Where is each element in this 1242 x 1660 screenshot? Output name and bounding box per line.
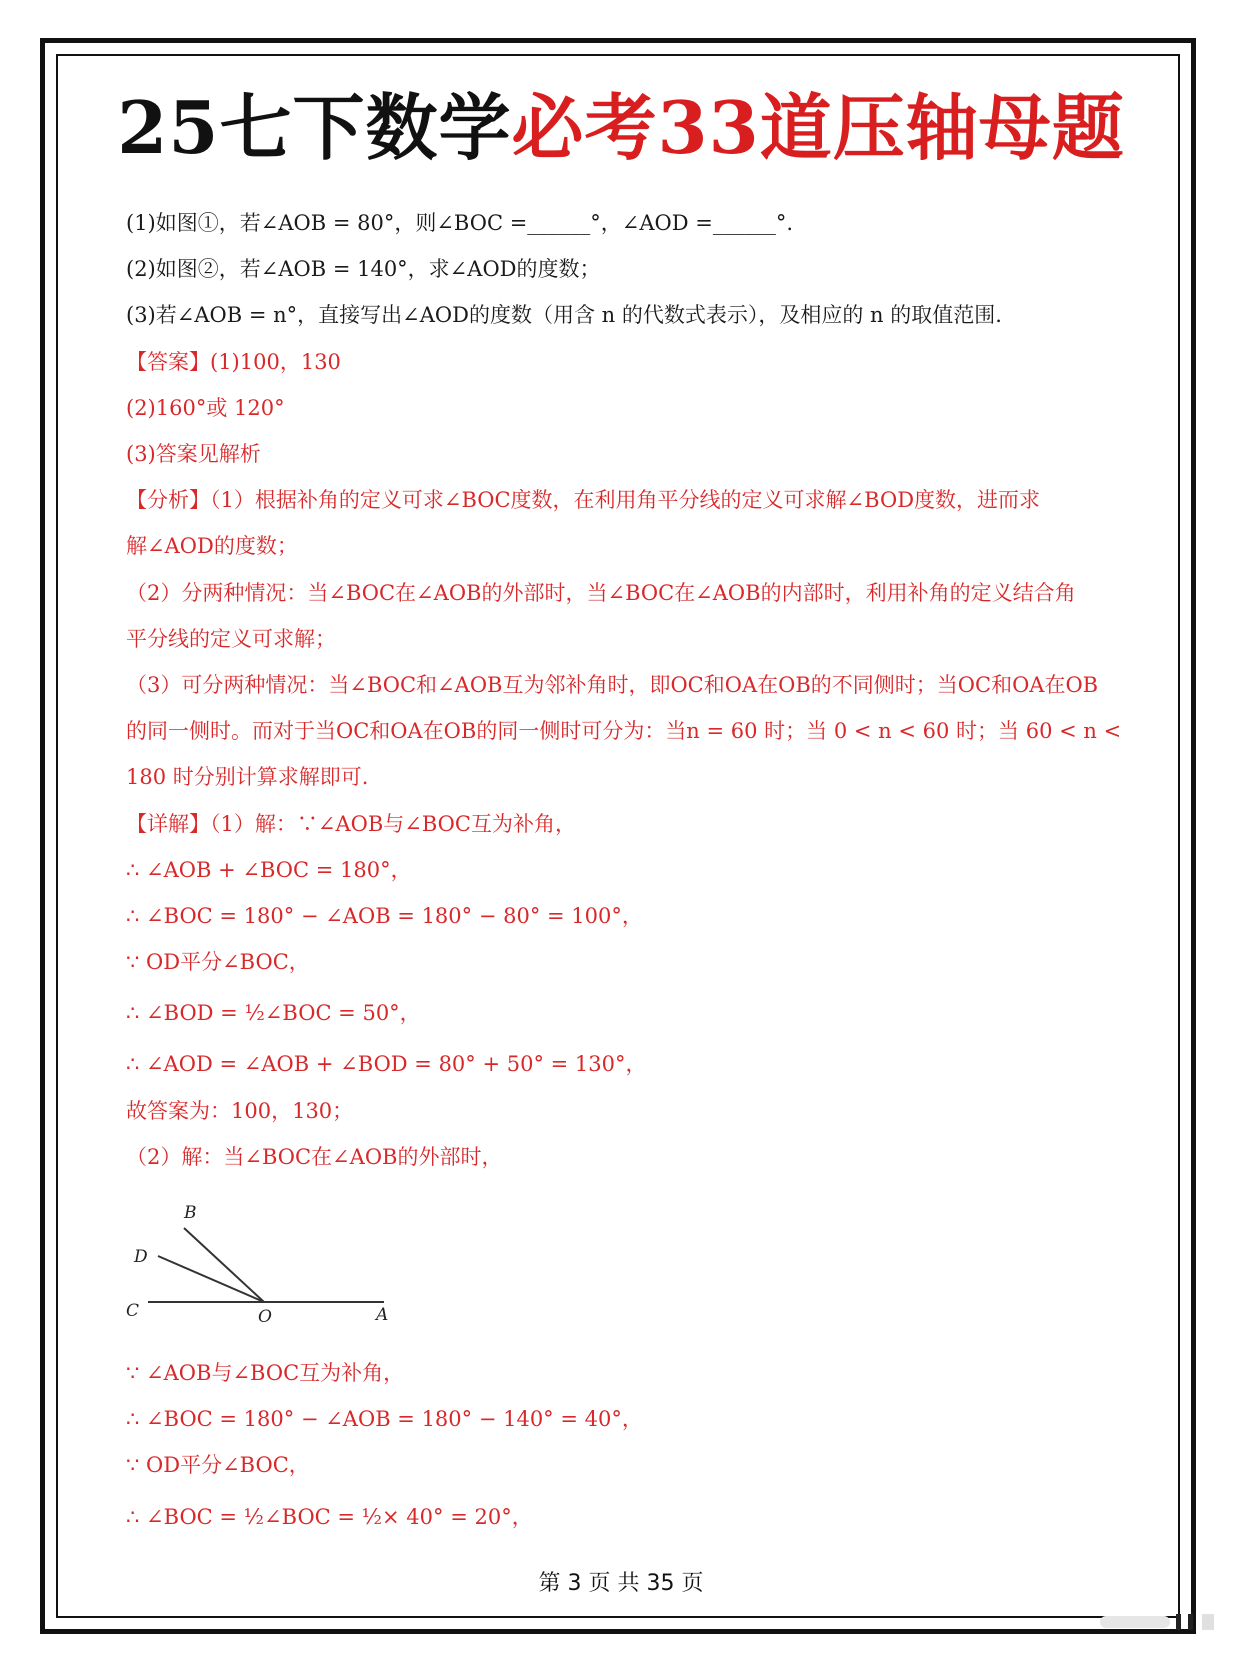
scroll-indicator-icon xyxy=(1100,1612,1220,1632)
post-figure-line-4: ∴ ∠BOC = ½∠BOC = ½× 40° = 20°， xyxy=(126,1504,533,1529)
question-line-2: (2)如图②，若∠AOB = 140°，求∠AOD的度数； xyxy=(126,257,601,282)
analysis-line-3: （2）分两种情况：当∠BOC在∠AOB的外部时，当∠BOC在∠AOB的内部时，利用补角的定义结合角 xyxy=(126,580,1076,605)
question-line-3: (3)若∠AOB = n°，直接写出∠AOD的度数（用含 n 的代数式表示），及相应的 n 的取值范围. xyxy=(126,303,1002,328)
analysis-line-7: 180 时分别计算求解即可. xyxy=(126,765,369,790)
page-title xyxy=(0,78,1242,178)
angle-diagram xyxy=(126,1184,426,1344)
post-figure-line-2: ∴ ∠BOC = 180° − ∠AOB = 180° − 140° = 40°， xyxy=(126,1407,643,1432)
title-black-part: 25七下数学 xyxy=(117,85,512,170)
page-footer: 第 3 页 共 35 页 xyxy=(538,1571,704,1596)
post-figure-line-1: ∵ ∠AOB与∠BOC互为补角， xyxy=(126,1361,405,1386)
analysis-line-1: 【分析】（1）根据补角的定义可求∠BOC度数，在利用角平分线的定义可求解∠BOD度数，进而求 xyxy=(126,488,1041,513)
detail-line-8: （2）解：当∠BOC在∠AOB的外部时， xyxy=(126,1144,503,1169)
detail-line-7: 故答案为：100，130； xyxy=(126,1098,354,1123)
title-red-part: 必考33道压轴母题 xyxy=(511,85,1125,170)
question-line-1: (1)如图①，若∠AOB = 80°，则∠BOC =______°，∠AOD =______°. xyxy=(126,211,794,235)
analysis-line-5: （3）可分两种情况：当∠BOC和∠AOB互为邻补角时，即OC和OA在OB的不同侧时；当OC和OA在OB xyxy=(126,673,1099,698)
analysis-line-2: 解∠AOD的度数； xyxy=(126,534,298,559)
label-d: D xyxy=(134,1247,148,1268)
detail-line-5: ∴ ∠BOD = ½∠BOC = 50°， xyxy=(126,1001,421,1026)
ray-ob xyxy=(184,1228,264,1302)
analysis-line-4: 平分线的定义可求解； xyxy=(126,626,336,651)
angle-figure xyxy=(126,1184,1166,1344)
label-c: C xyxy=(126,1301,140,1322)
detail-line-3: ∴ ∠BOC = 180° − ∠AOB = 180° − 80° = 100°， xyxy=(126,904,643,929)
post-figure-line-3: ∵ OD平分∠BOC， xyxy=(126,1453,310,1478)
label-o: O xyxy=(258,1307,272,1328)
answer-part-3: (3)答案见解析 xyxy=(126,442,261,467)
detail-line-6: ∴ ∠AOD = ∠AOB + ∠BOD = 80° + 50° = 130°， xyxy=(126,1052,647,1077)
analysis-line-6: 的同一侧时。而对于当OC和OA在OB的同一侧时可分为：当n = 60 时；当 0 < n < 60 时；当 60 < n < xyxy=(126,719,1122,744)
ray-od xyxy=(158,1256,264,1302)
answer-line: 【答案】(1)100，130 xyxy=(126,349,341,374)
detail-line-1: 【详解】（1）解：∵∠AOB与∠BOC互为补角， xyxy=(126,811,576,836)
detail-line-2: ∴ ∠AOB + ∠BOC = 180°， xyxy=(126,857,412,882)
label-a: A xyxy=(376,1305,389,1326)
detail-line-4: ∵ OD平分∠BOC， xyxy=(126,950,310,975)
document-body xyxy=(126,200,1166,1545)
label-b: B xyxy=(184,1203,197,1224)
answer-part-2: (2)160°或 120° xyxy=(126,395,285,420)
